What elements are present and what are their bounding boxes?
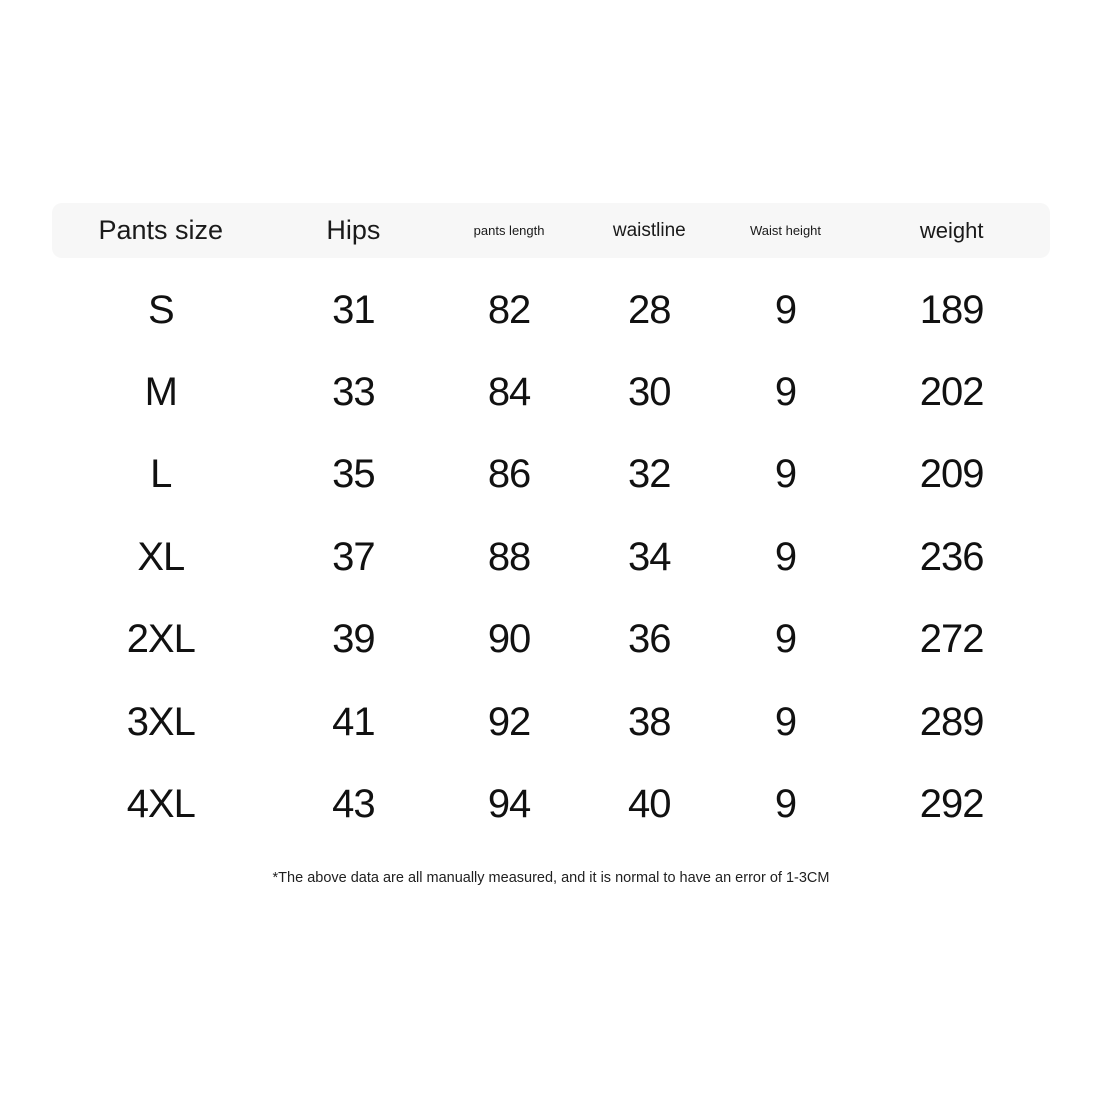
size-cell: 2XL <box>126 617 195 662</box>
column-header-hips: Hips <box>326 215 381 245</box>
pants-length-cell: 86 <box>487 452 531 497</box>
column-header-weight: weight <box>919 217 984 243</box>
column-header-waistline: waistline <box>612 219 686 241</box>
size-chart-table <box>52 203 1050 886</box>
waist-height-cell: 9 <box>774 452 797 497</box>
table-row <box>52 269 1050 351</box>
waistline-cell: 40 <box>628 782 671 827</box>
hips-cell: 41 <box>332 699 375 744</box>
waist-height-cell: 9 <box>774 287 797 332</box>
pants-length-cell: 92 <box>487 699 531 744</box>
size-cell: S <box>147 287 174 332</box>
weight-cell: 289 <box>919 699 984 744</box>
hips-cell: 43 <box>332 782 375 827</box>
waistline-cell: 38 <box>628 699 671 744</box>
hips-cell: 39 <box>332 617 375 662</box>
waistline-cell: 28 <box>628 287 671 332</box>
hips-cell: 33 <box>332 370 375 415</box>
pants-length-cell: 88 <box>487 534 531 579</box>
table-header-row <box>52 203 1050 258</box>
size-cell: 4XL <box>126 782 195 827</box>
weight-cell: 292 <box>919 782 984 827</box>
waistline-cell: 32 <box>628 452 671 497</box>
size-cell: L <box>150 452 172 497</box>
table-row <box>52 599 1050 681</box>
pants-length-cell: 90 <box>487 617 531 662</box>
waist-height-cell: 9 <box>774 782 797 827</box>
waist-height-cell: 9 <box>774 699 797 744</box>
size-cell: 3XL <box>126 699 195 744</box>
hips-cell: 37 <box>332 534 375 579</box>
weight-cell: 189 <box>919 287 984 332</box>
table-row <box>52 681 1050 763</box>
table-body <box>52 269 1050 846</box>
weight-cell: 236 <box>919 534 984 579</box>
table-row <box>52 434 1050 516</box>
waist-height-cell: 9 <box>774 534 797 579</box>
footnote: *The above data are all manually measured, and it is normal to have an error of 1-3CM <box>272 869 830 886</box>
waistline-cell: 34 <box>628 534 671 579</box>
size-cell: XL <box>137 534 185 579</box>
table-row <box>52 516 1050 598</box>
size-cell: M <box>144 370 177 415</box>
column-header-waist-height: Waist height <box>749 223 822 238</box>
pants-length-cell: 94 <box>487 782 531 827</box>
weight-cell: 202 <box>919 370 984 415</box>
waist-height-cell: 9 <box>774 370 797 415</box>
hips-cell: 31 <box>332 287 375 332</box>
waistline-cell: 36 <box>628 617 671 662</box>
waist-height-cell: 9 <box>774 617 797 662</box>
column-header-pants-length: pants length <box>473 223 545 238</box>
waistline-cell: 30 <box>628 370 671 415</box>
table-row <box>52 351 1050 433</box>
column-header-pants-size: Pants size <box>98 215 224 245</box>
table-row <box>52 763 1050 845</box>
weight-cell: 209 <box>919 452 984 497</box>
hips-cell: 35 <box>332 452 375 497</box>
weight-cell: 272 <box>919 617 984 662</box>
pants-length-cell: 82 <box>487 287 531 332</box>
pants-length-cell: 84 <box>487 370 531 415</box>
